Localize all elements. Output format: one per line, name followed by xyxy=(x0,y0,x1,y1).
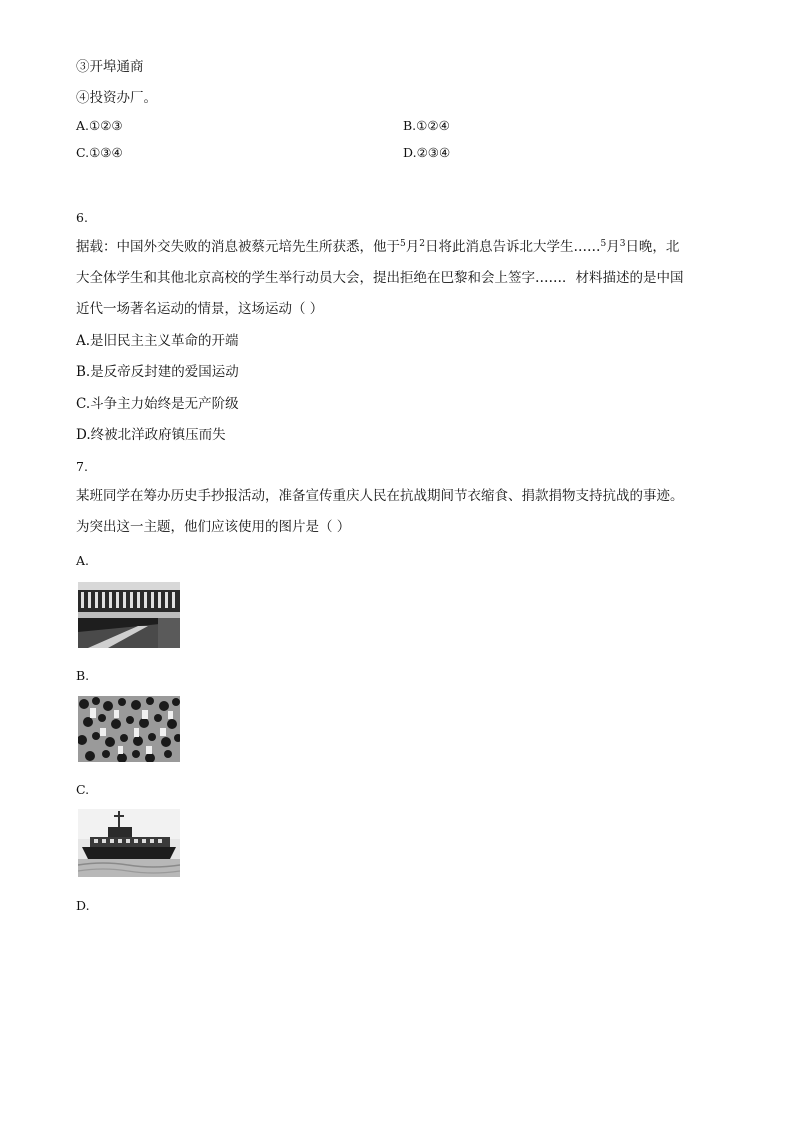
option-text: ②③④ xyxy=(416,145,451,160)
option-text: ①②③ xyxy=(89,118,123,133)
q7-option-b-image[interactable] xyxy=(78,696,180,762)
q5-option-b[interactable] xyxy=(403,117,450,135)
q5-item-4: ④投资办厂。 xyxy=(76,90,157,106)
q7-option-c-label[interactable]: C. xyxy=(76,782,90,797)
q6-option-b[interactable]: B.是反帝反封建的爱国运动 xyxy=(76,364,239,380)
q5-option-a[interactable] xyxy=(76,117,123,135)
q7-number: 7. xyxy=(76,459,88,474)
day-digit: 3 xyxy=(619,239,626,249)
q5-option-c[interactable] xyxy=(76,144,123,162)
q7-stem-line-2: 为突出这一主题，他们应该使用的图片是（ ） xyxy=(76,519,351,535)
option-label: D. xyxy=(403,145,417,160)
crowd-photo-icon xyxy=(78,696,180,762)
q7-option-a-label[interactable]: A. xyxy=(76,553,90,568)
day-digit: 2 xyxy=(419,239,425,249)
q6-stem-line-3: 近代一场著名运动的情景，这场运动（ ） xyxy=(76,301,324,317)
q6-option-d[interactable]: D.终被北洋政府镇压而失 xyxy=(76,427,226,443)
q6-stem-line-2: 大全体学生和其他北京高校的学生举行动员大会，提出拒绝在巴黎和会上签字……．材料描述的是中国 xyxy=(76,270,684,286)
q6-number: 6. xyxy=(76,210,88,225)
q5-item-3: ③开埠通商 xyxy=(76,59,144,75)
month-digit: 5 xyxy=(400,239,406,249)
month-digit: 5 xyxy=(600,239,607,249)
option-label: B. xyxy=(403,118,417,133)
option-label: C. xyxy=(76,145,90,160)
q6-stem-line-1: 据载：中国外交失败的消息被蔡元培先生所获悉，他于$^5$月$^2$日将此消息告诉北大学生……$^5$月$^3$日晚，北 xyxy=(76,239,680,255)
option-text: ①③④ xyxy=(89,145,123,160)
q7-option-d-label[interactable]: D. xyxy=(76,898,90,913)
q5-option-d[interactable] xyxy=(403,144,450,162)
q7-option-c-image[interactable] xyxy=(78,809,180,877)
q6-option-c[interactable]: C.斗争主力始终是无产阶级 xyxy=(76,396,239,412)
q7-option-a-image[interactable] xyxy=(78,582,180,648)
q7-option-b-label[interactable]: B. xyxy=(76,668,90,683)
option-label: A. xyxy=(76,118,90,133)
option-text: ①②④ xyxy=(416,118,450,133)
ship-photo-icon xyxy=(78,809,180,877)
building-photo-icon xyxy=(78,582,180,648)
q7-stem-line-1: 某班同学在筹办历史手抄报活动，准备宣传重庆人民在抗战期间节衣缩食、捐款捐物支持抗战的事迹。 xyxy=(76,488,684,504)
q6-option-a[interactable]: A.是旧民主主义革命的开端 xyxy=(76,333,239,349)
